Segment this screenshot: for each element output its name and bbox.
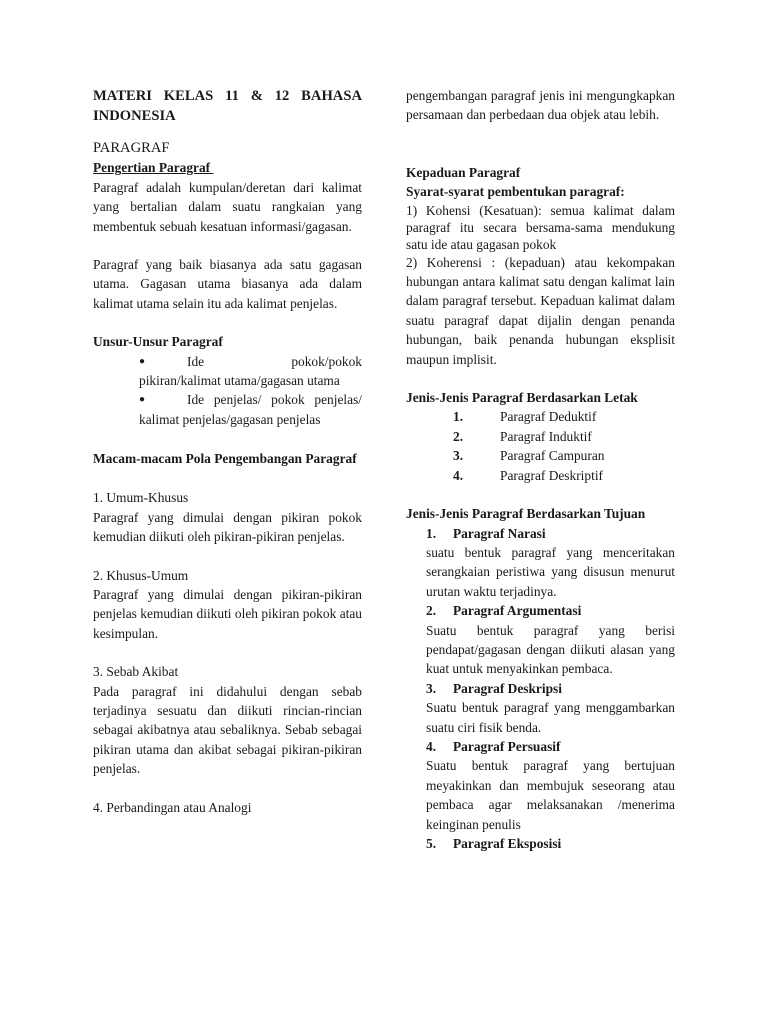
- list-number: 4.: [426, 738, 437, 754]
- list-item: [406, 427, 675, 446]
- pola-text-2: Paragraf yang dimulai dengan pikiran-pikiran penjelas kemudian diikuti oleh pikiran pokok atau kesimpulan.: [93, 586, 362, 641]
- unsur-list: [93, 352, 362, 430]
- list-item: [406, 446, 675, 465]
- unsur-item-text: Ide pokok/pokok pikiran/kalimat utama/gagasan utama: [139, 353, 362, 389]
- list-item: [139, 352, 362, 391]
- list-title: Paragraf Argumentasi: [453, 603, 582, 619]
- list-item: [406, 737, 675, 834]
- list-item: [139, 390, 362, 429]
- list-item: [406, 601, 675, 679]
- list-item: [406, 524, 675, 602]
- kohensi-text: 1) Kohensi (Kesatuan): semua kalimat dalam paragraf itu secara bersama-sama mendukung satu ide atau gagasan pokok: [406, 202, 675, 252]
- pola-title-3: 3. Sebab Akibat: [93, 664, 179, 680]
- document-title-line2: INDONESIA: [93, 108, 176, 124]
- unsur-heading: Unsur-Unsur Paragraf: [93, 334, 223, 350]
- list-number: 3.: [453, 448, 464, 464]
- unsur-item-text: Ide penjelas/ pokok penjelas/ kalimat penjelas/gagasan penjelas: [139, 392, 362, 427]
- list-number: 1.: [426, 525, 437, 541]
- pola-title-2: 2. Khusus-Umum: [93, 567, 189, 583]
- koherensi-text: 2) Koherensi : (kepaduan) atau kekompakan hubungan antara kalimat satu dengan kalimat lain dalam paragraf tersebut. Kepaduan kalimat dalam suatu paragraf dapat dijalin dengan penanda hubungan, baik penanda hubungan eksplisit maupun implisit.: [406, 254, 675, 367]
- left-column: [93, 86, 362, 817]
- list-label: Paragraf Induktif: [500, 428, 592, 444]
- list-label: Paragraf Campuran: [500, 448, 605, 464]
- list-title: Paragraf Narasi: [453, 525, 546, 541]
- list-text: suatu bentuk paragraf yang menceritakan serangkaian peristiwa yang disusun menurut urutan waktu terjadinya.: [426, 544, 675, 599]
- pola-title-4: 4. Perbandingan atau Analogi: [93, 799, 252, 815]
- list-text: Suatu bentuk paragraf yang berisi pendapat/gagasan dengan diikuti alasan yang kuat untuk menyakinkan pembaca.: [426, 622, 675, 677]
- pola-text-1: Paragraf yang dimulai dengan pikiran pokok kemudian diikuti oleh pikiran-pikiran penjelas.: [93, 509, 362, 545]
- baik-text: Paragraf yang baik biasanya ada satu gagasan utama. Gagasan utama biasanya ada dalam kalimat utama selain itu ada kalimat penjelas.: [93, 257, 362, 311]
- list-title: Paragraf Eksposisi: [453, 836, 562, 851]
- list-label: Paragraf Deskriptif: [500, 467, 603, 483]
- continuation-text: pengembangan paragraf jenis ini mengungkapkan persamaan dan perbedaan dua objek atau lebih.: [406, 88, 675, 123]
- letak-heading: Jenis-Jenis Paragraf Berdasarkan Letak: [406, 390, 638, 406]
- list-text: Suatu bentuk paragraf yang menggambarkan suatu ciri fisik benda.: [426, 700, 675, 735]
- list-number: 2.: [453, 428, 464, 444]
- list-label: Paragraf Deduktif: [500, 409, 597, 425]
- letak-list: [406, 407, 675, 485]
- list-text: Suatu bentuk paragraf yang bertujuan meyakinkan dan membujuk seseorang atau pembaca agar melaksanakan /menerima keinginan penulis: [426, 758, 675, 832]
- right-column: [406, 86, 675, 853]
- tujuan-list: [406, 524, 675, 854]
- pola-title-1: 1. Umum-Khusus: [93, 490, 189, 506]
- pengertian-heading: Pengertian Paragraf: [93, 160, 214, 176]
- list-item: [406, 679, 675, 737]
- bullet-icon: ●: [139, 394, 146, 406]
- list-item: [406, 466, 675, 485]
- bullet-icon: ●: [139, 355, 146, 367]
- document-title-line1: MATERI KELAS 11 & 12 BAHASA: [93, 88, 362, 104]
- tujuan-heading: Jenis-Jenis Paragraf Berdasarkan Tujuan: [406, 506, 646, 522]
- section-title: PARAGRAF: [93, 140, 170, 156]
- list-title: Paragraf Deskripsi: [453, 680, 562, 696]
- list-number: 2.: [426, 603, 437, 619]
- list-number: 3.: [426, 680, 437, 696]
- list-number: 5.: [426, 836, 437, 851]
- list-title: Paragraf Persuasif: [453, 738, 561, 754]
- list-number: 4.: [453, 467, 464, 483]
- list-number: 1.: [453, 409, 464, 425]
- list-item: [406, 407, 675, 426]
- pengertian-text: Paragraf adalah kumpulan/deretan dari kalimat yang bertalian dalam suatu rangkaian yang membentuk sebuah kesatuan informasi/gagasan.: [93, 179, 362, 234]
- syarat-heading: Syarat-syarat pembentukan paragraf:: [406, 184, 625, 200]
- kepaduan-heading: Kepaduan Paragraf: [406, 164, 521, 180]
- macam-heading: Macam-macam Pola Pengembangan Paragraf: [93, 451, 357, 467]
- pola-text-3: Pada paragraf ini didahului dengan sebab terjadinya sesuatu dan diikuti rincian-rincian sebagai akibatnya atau sebaliknya. Sebab sebagai pikiran utama dan akibat sebagai pikiran-pikiran penjelas.: [93, 683, 362, 777]
- list-item: [406, 834, 675, 853]
